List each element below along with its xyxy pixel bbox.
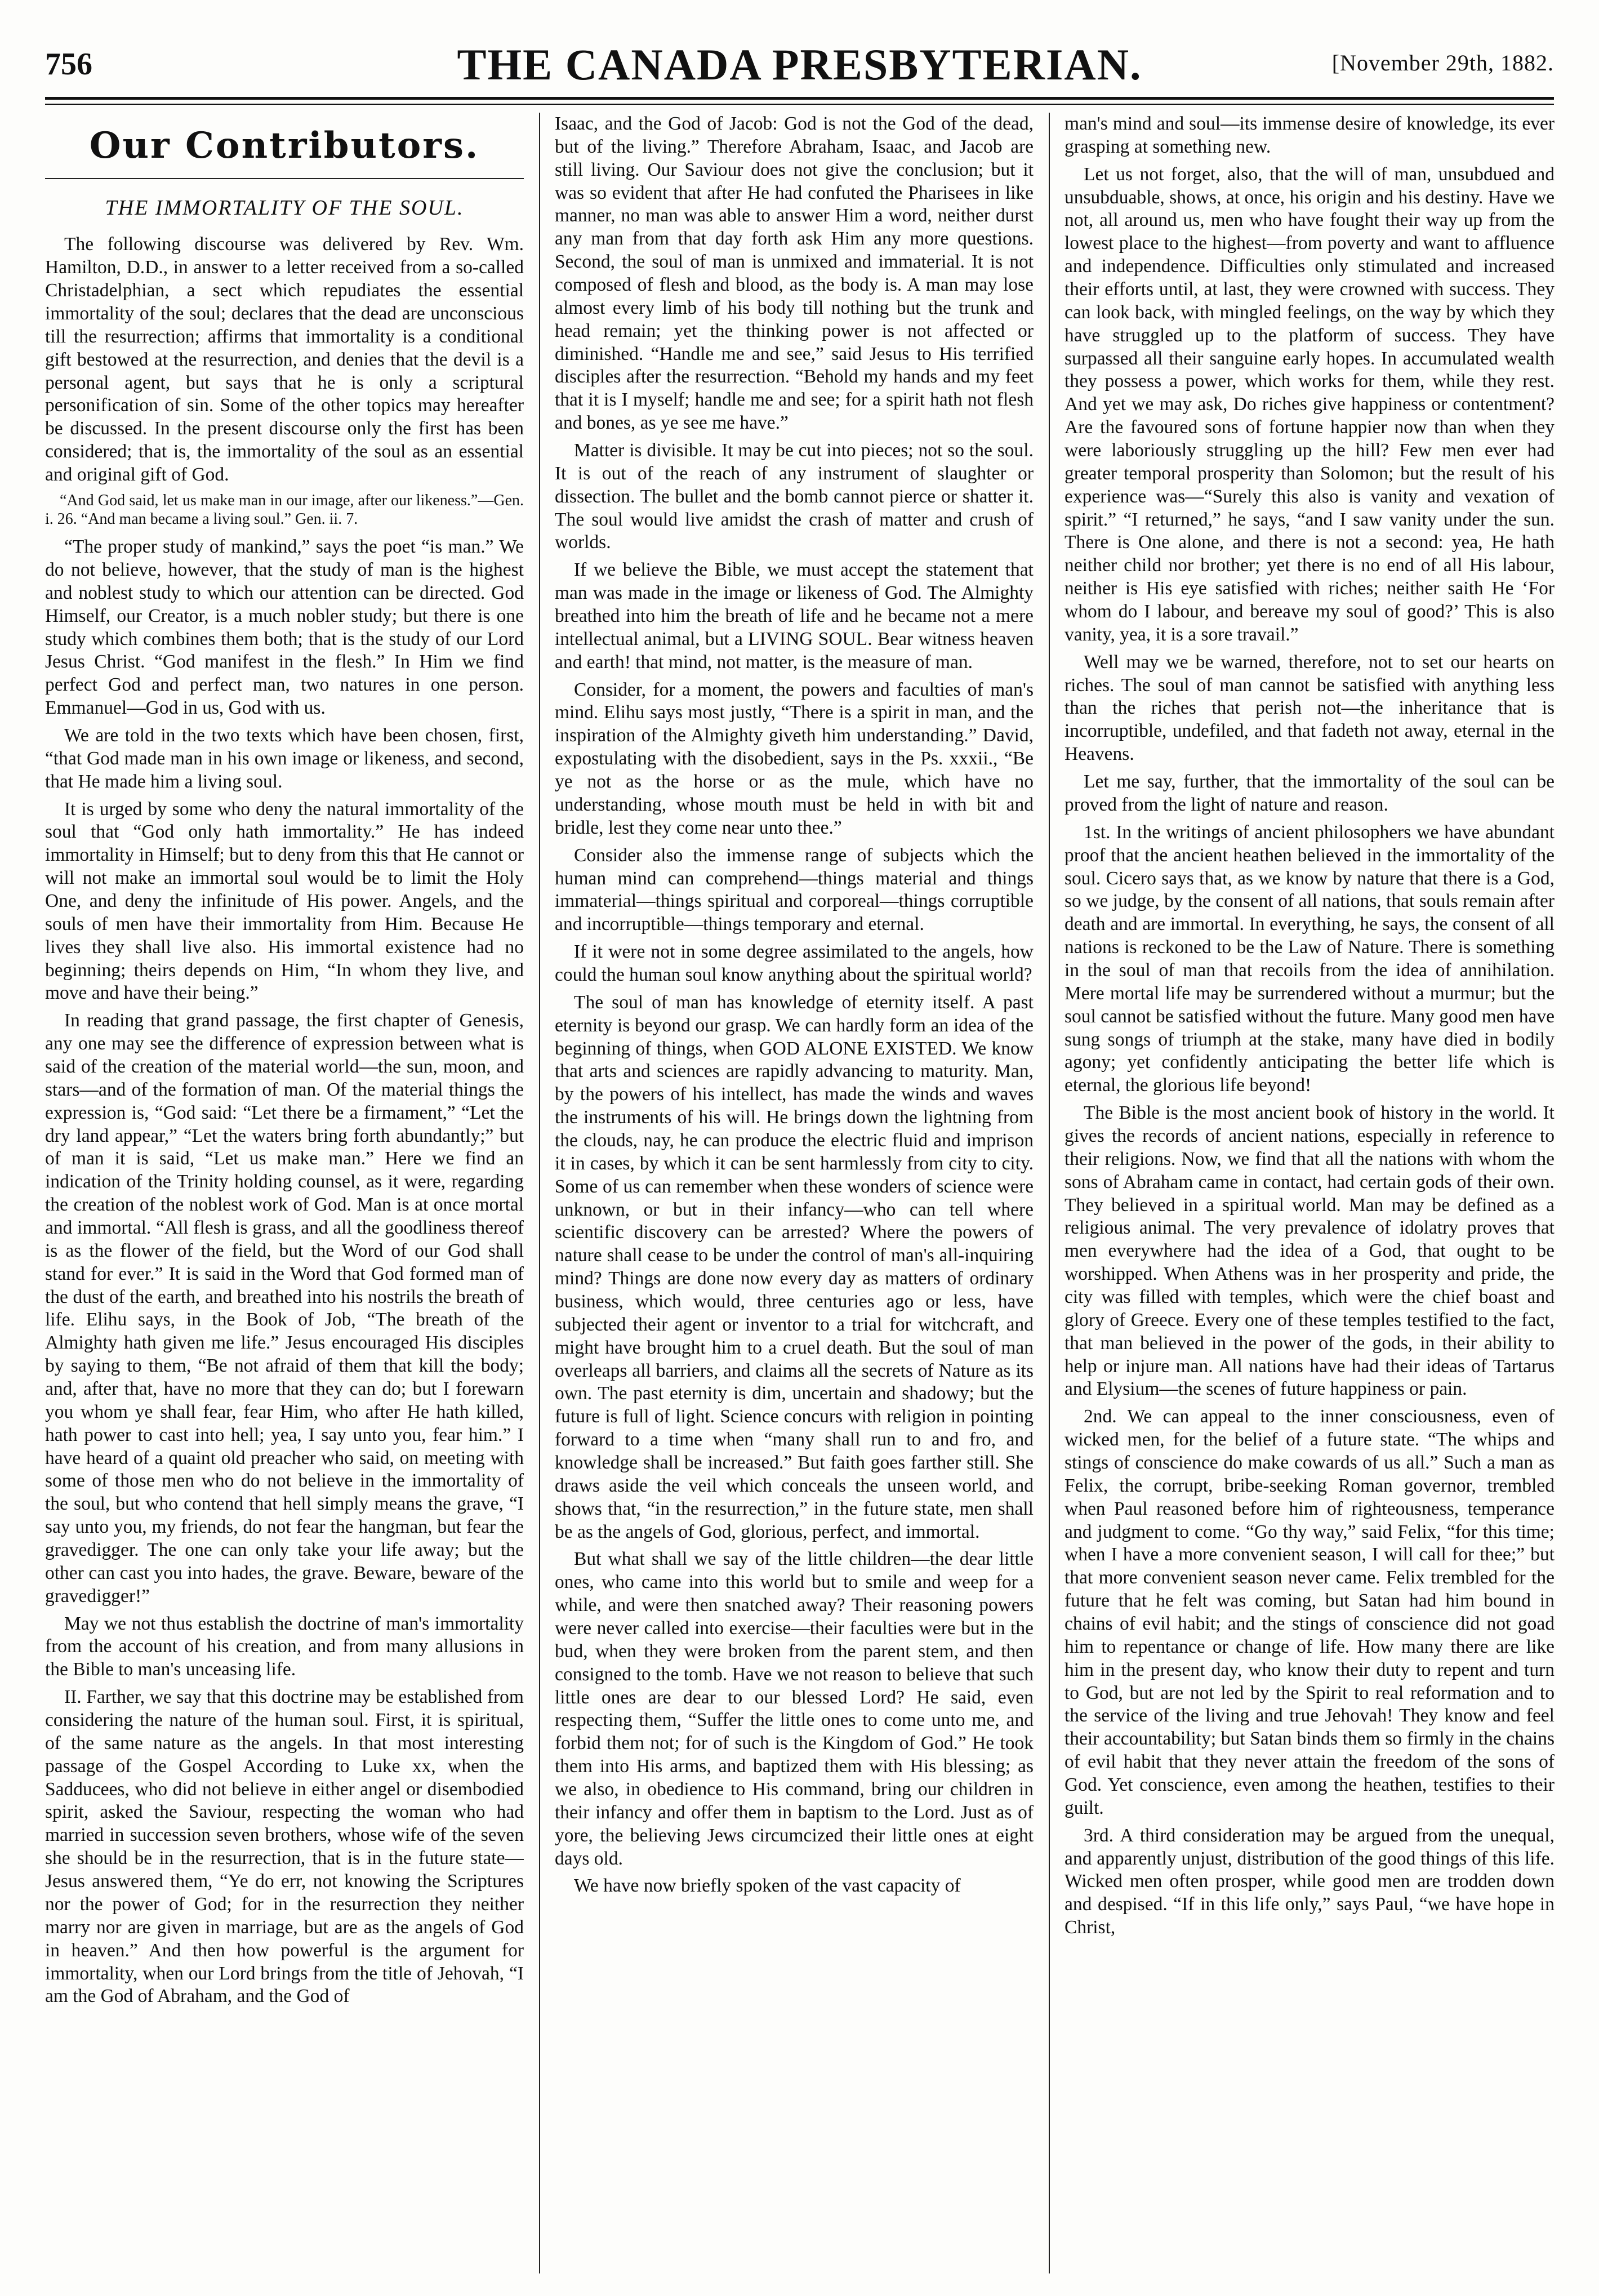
paragraph: But what shall we say of the little children—the dear little ones, who came into this world but to smile and weep for a while, and were then snatched away? Their reasoning powers were never called into exercise—their faculties were but in the bud, when they were broken from the parent stem, and then consigned to the tomb. Have we not reason to believe that such little ones are dear to our blessed Lord? He said, even respecting them, “Suffer the little ones to come unto me, and forbid them not; for of such is the Kingdom of God.” He took them into His arms, and baptized them with His blessing; as we also, in obedience to His command, bring our children in their infancy and offer them in baptism to the Lord. Just as of yore, the believing Jews circumcized their little ones at eight days old. xyxy=(555,1549,1034,1869)
paragraph: The following discourse was delivered by Rev. Wm. Hamilton, D.D., in answer to a letter received from a so-called Christadelphian, a sect which repudiates the essential immortality of the soul; declares that the dead are unconscious till the resurrection; affirms that immortality is a conditional gift bestowed at the resurrection, and denies that the devil is a personal agent, but says that he is only a scriptural personification of sin. Some of the other topics may hereafter be discussed. In the present discourse only the first has been considered; that is, the immortality of the soul as an essential and original gift of God. xyxy=(45,234,524,486)
column-divider xyxy=(1049,113,1050,2273)
paragraph: 1st. In the writings of ancient philosophers we have abundant proof that the ancient heathen believed in the immortality of the soul. Cicero says that, as we know by nature that there is a God, so we judge, by the consent of all nations, that souls remain after death and are immortal. In everything, he says, the consent of all nations is reckoned to be the Law of Nature. There is something in the soul of man that recoils from the idea of annihilation. Mere mortal life may be surrendered without a murmur; but the soul cannot be satisfied without the future. Many good men have sung songs of triumph at the stake, many have died in bodily agony; yet confidently anticipating the better life which is eternal, the glorious life beyond! xyxy=(1064,821,1555,1096)
paragraph: If it were not in some degree assimilated to the angels, how could the human soul know anything about the spiritual world? xyxy=(555,941,1034,985)
paragraph: 2nd. We can appeal to the inner consciousness, even of wicked men, for the belief of a future state. “The whips and stings of conscience do make cowards of us all.” Such a man as Felix, the corrupt, bribe-seeking Roman governor, trembled when Paul reasoned before him of righteousness, temperance and judgment to come. “Go thy way,” said Felix, “for this time; when I have a more convenient season, I will call for thee;” but that more convenient season never came. Felix trembled for the future that he felt was coming, but Satan had him bound in chains of evil habit; and the stings of conscience did not goad him to repentance or change of life. How many there are like him in the present day, who know their duty to repent and turn to God, but are not led by the Spirit to real reformation and to the service of the living and true Jehovah! They know and feel their accountability; but Satan binds them so firmly in the chains of evil habit that they never attain the freedom of the sons of God. Yet conscience, even among the heathen, testifies to their guilt. xyxy=(1064,1406,1555,1818)
column-2 xyxy=(555,113,1034,2273)
masthead xyxy=(45,39,1554,101)
column-1 xyxy=(45,113,524,2273)
paragraph: We have now briefly spoken of the vast capacity of xyxy=(574,1875,961,1897)
paragraph: Let us not forget, also, that the will of man, unsubdued and unsubduable, shows, at once, his origin and his destiny. Have we not, all around us, men who have fought their way up from the lowest place to the highest—from poverty and want to affluence and independence. Difficulties only stimulated and increased their efforts until, at last, they were crowned with success. They can look back, with mingled feelings, on the way by which they have struggled up to the platform of success. They have surpassed all their sanguine early hopes. In accumulated wealth they possess a power, which works for them, while they rest. And yet we may ask, Do riches give happiness or contentment? Are the favoured sons of fortune happier now than when they were laboriously struggling up the hill? Few men ever had greater temporal prosperity than Solomon; but the result of his experience was—“Surely this also is vanity and vexation of spirit.” “I returned,” he says, “and I saw vanity under the sun. There is One alone, and there is not a second: yea, He hath neither child nor brother; yet there is no end of all His labour, neither is His eye satisfied with riches; neither saith He ‘For whom do I labour, and bereave my soul of good?’ This is also vanity, yea, it is a sore travail.” xyxy=(1064,163,1555,645)
issue-date: [November 29th, 1882. xyxy=(1331,50,1554,75)
article-title: THE IMMORTALITY OF THE SOUL. xyxy=(105,196,464,220)
header-rule xyxy=(45,97,1554,100)
paragraph: 3rd. A third consideration may be argued from the unequal, and apparently unjust, distribution of the good things of this life. Wicked men often prosper, while good men are trodden down and despised. “If in this life only,” says Paul, “we have hope in Christ, xyxy=(1064,1825,1555,1938)
paragraph: May we not thus establish the doctrine of man's immortality from the account of his creation, and from many allusions in the Bible to man's unceasing life. xyxy=(45,1613,524,1680)
paragraph: “The proper study of mankind,” says the poet “is man.” We do not believe, however, that the study of man is the highest and noblest study to which our attention can be directed. God Himself, our Creator, is a much nobler study; but there is one study which combines them both; that is the study of our Lord Jesus Christ. “God manifest in the flesh.” In Him we find perfect God and perfect man, two natures in one person. Emmanuel—God in us, God with us. xyxy=(45,536,524,719)
paragraph: It is urged by some who deny the natural immortality of the soul that “God only hath immortality.” He has indeed immortality in Himself; but to deny from this that He cannot or will not make an immortal soul would be to limit the Holy One, and deny the infinitude of His power. Angels, and the souls of men have their immortality from Him. Because He lives they shall live also. His immortal existence had no beginning; theirs depends on Him, “In whom they live, and move and have their being.” xyxy=(45,798,524,1004)
paragraph: The Bible is the most ancient book of history in the world. It gives the records of ancient nations, especially in reference to their religions. Now, we find that all the nations with whom the sons of Abraham came in contact, had certain gods of their own. They believed in a spiritual world. Man may be defined as a religious animal. The very prevalence of idolatry proves that men everywhere had the idea of a God, that ought to be worshipped. When Athens was in her prosperity and pride, the city was filled with temples, which were the chief boast and glory of Greece. Every one of these temples testified to the fact, that man believed in the power of the gods, in their ability to help or injure man. All nations have had their ideas of Tartarus and Elysium—the scenes of future happiness or pain. xyxy=(1064,1102,1555,1400)
paragraph: Isaac, and the God of Jacob: God is not the God of the dead, but of the living.” Therefore Abraham, Isaac, and Jacob are still living. Our Saviour does not give the conclusion; but it was so evident that after He had confuted the Pharisees in like manner, no man was able to answer Him a word, neither durst any man from that day forth ask Him any more questions. Second, the soul of man is unmixed and immaterial. It is not composed of flesh and blood, as the body is. A man may lose almost every limb of his body till nothing but the trunk and head remain; yet the thinking power is not affected or diminished. “Handle me and see,” said Jesus to His terrified disciples after the resurrection. “Behold my hands and my feet that it is I myself; handle me and see; for a spirit hath not flesh and bones, as ye see me have.” xyxy=(555,113,1034,434)
header-rule-thin xyxy=(45,104,1554,105)
section-heading: Our Contributors. xyxy=(45,124,524,179)
page-number: 756 xyxy=(45,47,92,82)
paragraph: We are told in the two texts which have been chosen, first, “that God made man in his own image or likeness, and second, that He made him a living soul. xyxy=(45,724,524,792)
paragraph: II. Farther, we say that this doctrine may be established from considering the nature of the human soul. First, it is spiritual, of the same nature as the angels. In that most interesting passage of the Gospel According to Luke xx, when the Sadducees, who did not believe in either angel or disembodied spirit, asked the Saviour, respecting the woman who had married in succession seven brothers, whose wife of the seven she should be in the resurrection, that is in the future state—Jesus answered them, “Ye do err, not knowing the Scriptures nor the power of God; for in the resurrection they neither marry nor are given in marriage, but are as the angels of God in heaven.” And then how powerful is the argument for immortality, when our Lord brings from the title of Jehovah, “I am the God of Abraham, and the God of xyxy=(45,1687,524,2007)
paragraph: Well may we be warned, therefore, not to set our hearts on riches. The soul of man cannot be satisfied with anything less than the riches that perish not—the inheritance that is incorruptible, undefiled, and that fadeth not away, eternal in the Heavens. xyxy=(1064,651,1555,765)
column-3 xyxy=(1064,113,1555,2273)
paragraph: The soul of man has knowledge of eternity itself. A past eternity is beyond our grasp. We can hardly form an idea of the beginning of things, when GOD ALONE EXISTED. We know that arts and sciences are rapidly advancing to maturity. Man, by the powers of his intellect, has made the winds and waves the instruments of his will. He brings down the lightning from the clouds, nay, he can produce the electric fluid and imprison it in cases, by which it can be sent harmlessly from city to city. Some of us can remember when these wonders of science were unknown, or but in their infancy—who can tell where scientific discovery can be arrested? Where the powers of nature shall cease to be under the control of man's all-inquiring mind? Things are done now every day as matters of ordinary business, which would, three centuries ago or less, have subjected their agent or inventor to a trial for witchcraft, and might have brought him to a cruel death. But the soul of man overleaps all barriers, and claims all the secrets of Nature as its own. The past eternity is dim, uncertain and shadowy; but the future is full of light. Science concurs with religion in pointing forward to a time when “many shall run to and fro, and knowledge shall be increased.” But faith goes farther still. She draws aside the veil which conceals the unseen world, and shows that, “in the resurrection,” in the future state, men shall be as the angels of God, glorious, perfect, and immortal. xyxy=(555,991,1034,1542)
paragraph: Consider also the immense range of subjects which the human mind can comprehend—things material and things immaterial—things spiritual and corporeal—things corruptible and incorruptible—things temporary and eternal. xyxy=(555,844,1034,935)
column-divider xyxy=(539,113,540,2273)
paragraph: Let me say, further, that the immortality of the soul can be proved from the light of nature and reason. xyxy=(1064,771,1555,815)
paragraph: Matter is divisible. It may be cut into pieces; not so the soul. It is out of the reach of any instrument of slaughter or dissection. The bullet and the bomb cannot pierce or shatter it. The soul would live amidst the crash of matter and crush of worlds. xyxy=(555,440,1034,553)
newspaper-title: THE CANADA PRESBYTERIAN. xyxy=(457,40,1142,89)
paragraph: man's mind and soul—its immense desire of knowledge, its ever grasping at something new. xyxy=(1064,113,1555,157)
paragraph: Consider, for a moment, the powers and faculties of man's mind. Elihu says most justly, “There is a spirit in man, and the inspiration of the Almighty giveth him understanding.” David, expostulating with the disobedient, says in the Ps. xxxii., “Be ye not as the horse or as the mule, which have no understanding, whose mouth must be held in with bit and bridle, lest they come near unto thee.” xyxy=(555,679,1034,838)
paragraph: In reading that grand passage, the first chapter of Genesis, any one may see the difference of expression between what is said of the creation of the material world—the sun, moon, and stars—and of the formation of man. Of the material things the expression is, “God said: “Let there be a firmament,” “Let the dry land appear,” “Let the waters bring forth abundantly;” but of man it is said, “Let us make man.” Here we find an indication of the Trinity holding counsel, as it were, regarding the creation of the noblest work of God. Man is at once mortal and immortal. “All flesh is grass, and all the goodliness thereof is as the flower of the field, but the Word of our God shall stand for ever.” It is said in the Word that God formed man of the dust of the earth, and breathed into his nostrils the breath of life. Elihu says, in the Book of Job, “The breath of the Almighty hath given me life.” Jesus encouraged His disciples by saying to them, “Be not afraid of them that kill the body; and, after that, have no more that they can do; but I forewarn you whom ye shall fear, fear Him, who after He hath killed, hath power to cast into hell; yea, I say unto you, fear him.” I have heard of a quaint old preacher who said, on meeting with some of those men who do not believe in the immortality of the soul, but who contend that hell simply means the grave, “I say unto you, my friends, do not fear the hangman, but fear the gravedigger. The one can only take your life away; but the other can cast you into hades, the grave. Beware, beware of the gravedigger!” xyxy=(45,1010,524,1607)
paragraph: If we believe the Bible, we must accept the statement that man was made in the image or likeness of God. The Almighty breathed into him the breath of life and he became not a mere intellectual animal, but a LIVING SOUL. Bear witness heaven and earth! that mind, not matter, is the measure of man. xyxy=(555,559,1034,673)
scripture-quote: “And God said, let us make man in our image, after our likeness.”—Gen. i. 26. “And man became a living soul.” Gen. ii. 7. xyxy=(45,491,524,528)
